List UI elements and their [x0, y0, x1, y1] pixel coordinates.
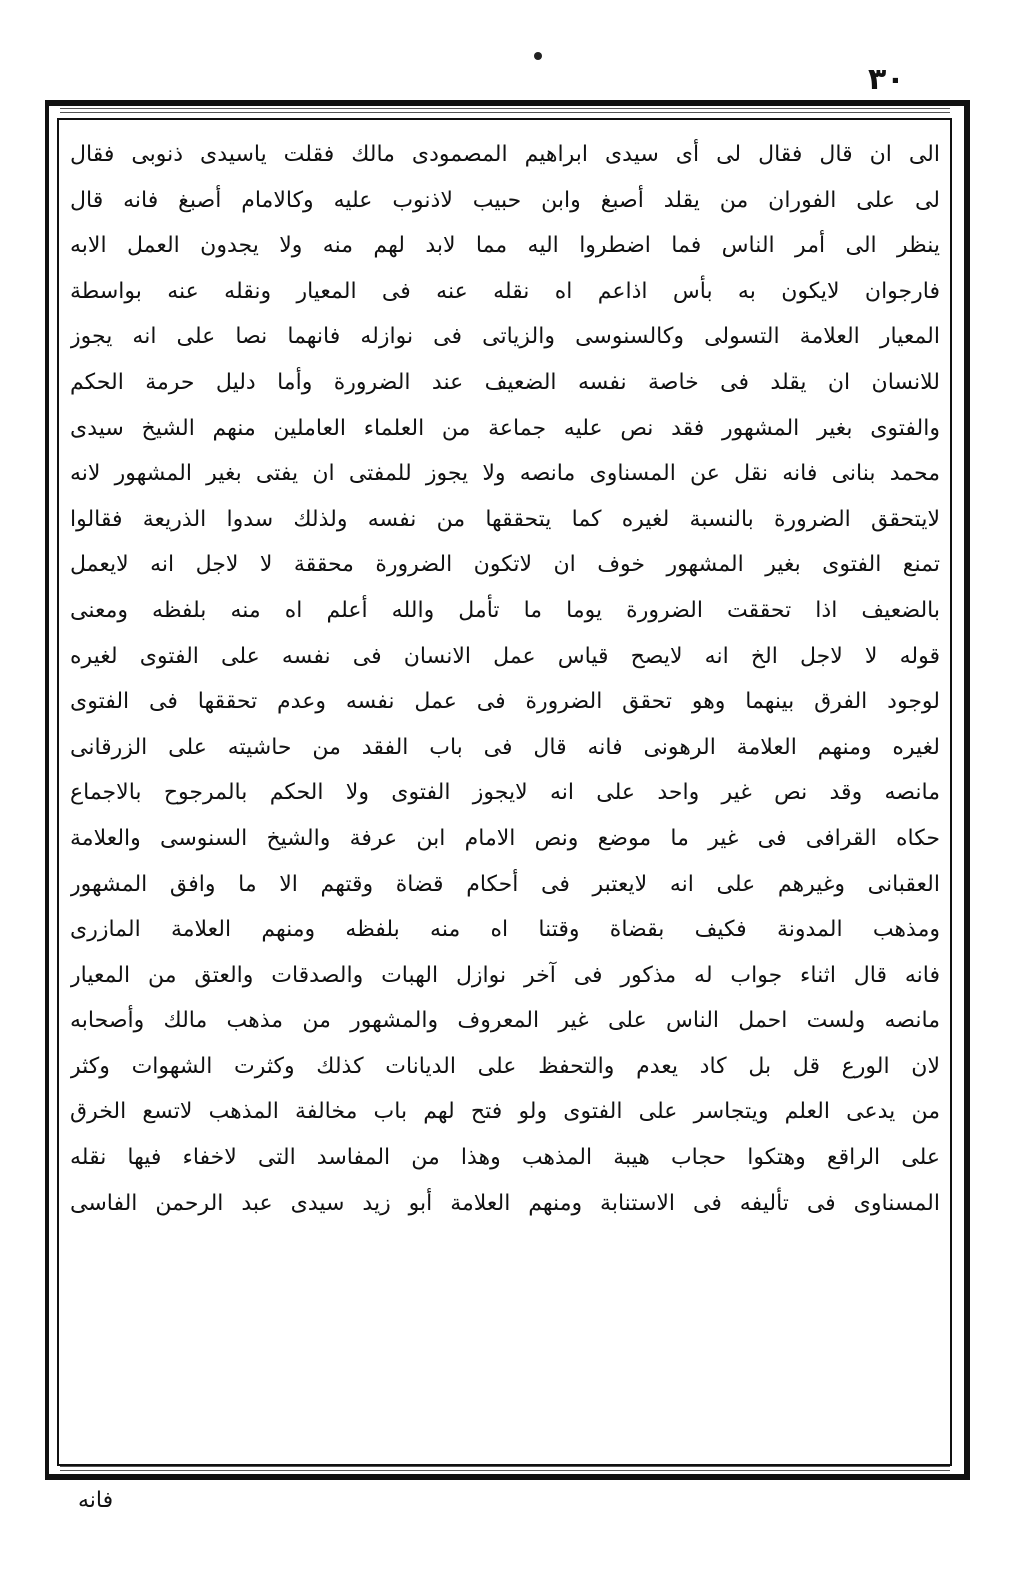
text-line: من يدعى العلم ويتجاسر على الفتوى ولو فتح لهم باب مخالفة المذهب لاتسع الخرق [70, 1099, 940, 1125]
text-line: محمد بنانى فانه نقل عن المسناوى مانصه ولا يجوز للمفتى ان يفتى بغير المشهور لانه [70, 461, 940, 487]
frame-rule-bottom [60, 1466, 950, 1471]
text-line: لوجود الفرق بينهما وهو تحقق الضرورة فى عمل نفسه وعدم تحققها فى الفتوى [70, 689, 940, 715]
text-line: فانه قال اثناء جواب له مذكور فى آخر نوازل الهبات والصدقات والعتق من المعيار [70, 962, 940, 988]
text-line: فارجوان لايكون به بأس اذاعم اه نقله عنه فى المعيار ونقله عنه بواسطة [70, 278, 940, 304]
text-line: قوله لا لاجل الخ انه لايصح قياس عمل الانسان فى نفسه على الفتوى لغيره [70, 643, 940, 669]
text-line: لايتحقق الضرورة بالنسبة لغيره كما يتحققها من نفسه ولذلك سدوا الذريعة فقالوا [70, 506, 940, 532]
text-line: العقبانى وغيرهم على انه لايعتبر فى أحكام قضاة وقتهم الا ما وافق المشهور [70, 871, 940, 897]
page-number: ٣٠ [868, 62, 905, 97]
text-line: مانصه وقد نص غير واحد على انه لايجوز الفتوى ولا الحكم بالمرجوح بالاجماع [70, 780, 940, 806]
text-line: الى ان قال فقال لى أى سيدى ابراهيم المصمودى مالك فقلت ياسيدى ذنوبى فقال [70, 142, 940, 167]
text-line: لى على الفوران من يقلد أصبغ وابن حبيب لاذنوب عليه وكالامام أصبغ فانه قال [70, 187, 940, 213]
text-line: لغيره ومنهم العلامة الرهونى فانه قال فى باب الفقد من حاشيته على الزرقانى [70, 734, 940, 760]
text-line: المعيار العلامة التسولى وكالسنوسى والزياتى فى نوازله فانهما نصا على انه يجوز [70, 324, 940, 350]
text-line: بالضعيف اذا تحققت الضرورة يوما ما تأمل والله أعلم اه منه بلفظه ومعنى [70, 597, 940, 623]
text-line: تمنع الفتوى بغير المشهور خوف ان لاتكون الضرورة محققة لا لاجل انه لايعمل [70, 552, 940, 578]
main-text-block [70, 132, 940, 1226]
catchword: فانه [78, 1488, 114, 1513]
text-line: ومذهب المدونة فكيف بقضاة وقتنا اه منه بلفظه ومنهم العلامة المازرى [70, 917, 940, 943]
text-line: ينظر الى أمر الناس فما اضطروا اليه مما لابد لهم منه ولا يجدون العمل الابه [70, 233, 940, 259]
text-line: حكاه القرافى فى غير ما موضع ونص الامام ابن عرفة والشيخ السنوسى والعلامة [70, 825, 940, 851]
text-line: مانصه ولست احمل الناس على غير المعروف والمشهور من مذهب مالك وأصحابه [70, 1008, 940, 1034]
text-line: على الراقع وهتكوا حجاب هيبة المذهب وهذا من المفاسد التى لاخفاء فيها نقله [70, 1145, 940, 1171]
text-line: للانسان ان يقلد فى خاصة نفسه الضعيف عند الضرورة وأما دليل حرمة الحكم [70, 369, 940, 395]
ink-dot [534, 52, 542, 60]
text-line: لان الورع قل بل كاد يعدم والتحفظ على الديانات كذلك وكثرت الشهوات وكثر [70, 1053, 940, 1079]
frame-rule-top [60, 108, 950, 113]
text-line: والفتوى بغير المشهور فقد نص عليه جماعة من العلماء العاملين منهم الشيخ سيدى [70, 415, 940, 441]
text-line: المسناوى فى تأليفه فى الاستنابة ومنهم العلامة أبو زيد سيدى عبد الرحمن الفاسى [70, 1190, 940, 1216]
